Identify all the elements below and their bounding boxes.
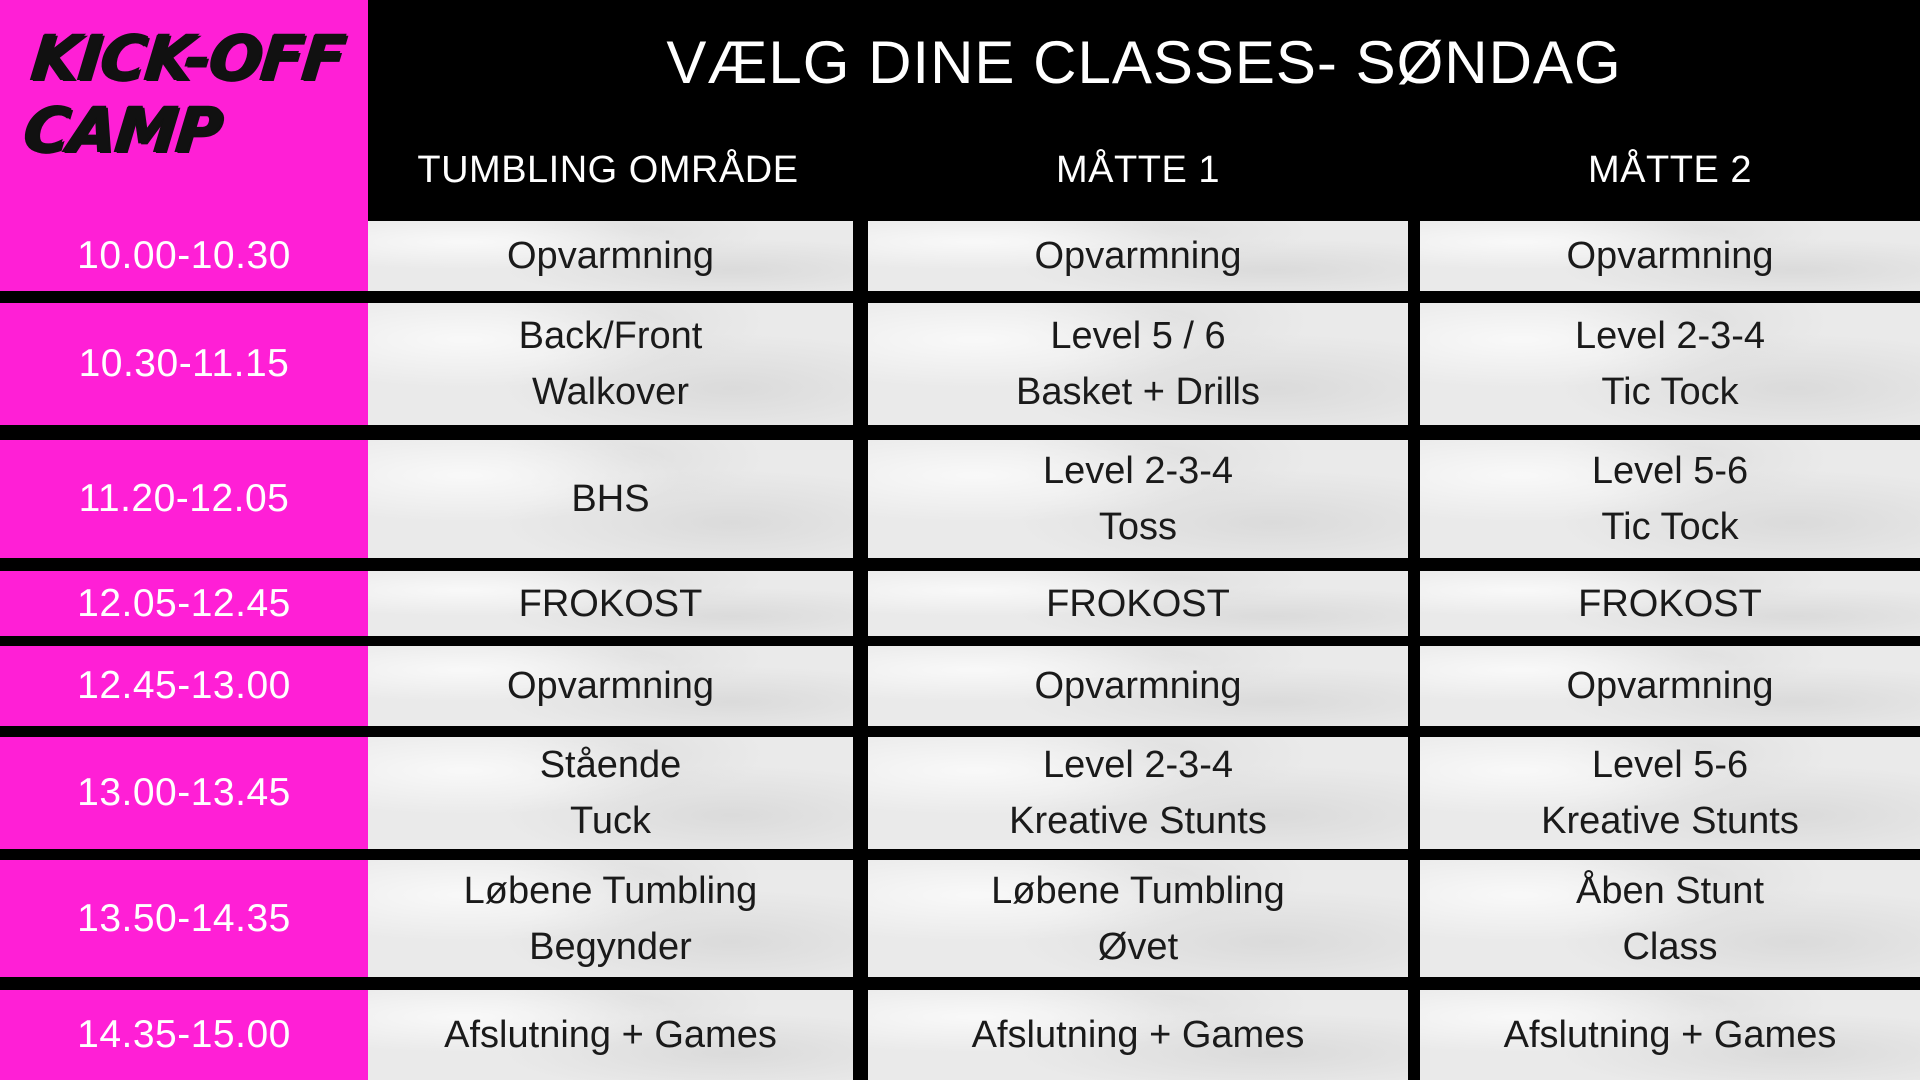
class-label: Åben Stunt	[1575, 869, 1765, 912]
class-label: Tuck	[570, 800, 651, 842]
class-label: Øvet	[1097, 925, 1179, 968]
time-slot: 12.45-13.00	[0, 646, 368, 726]
schedule-cell	[868, 303, 1408, 425]
class-label: FROKOST	[518, 582, 703, 625]
class-label: FROKOST	[1046, 582, 1230, 625]
class-label: Opvarmning	[1566, 235, 1774, 277]
class-label: Løbene Tumbling	[991, 869, 1285, 912]
class-label: Opvarmning	[507, 665, 714, 707]
schedule-cell	[868, 990, 1408, 1080]
column-header-matte-1: MÅTTE 1	[1056, 149, 1220, 191]
class-label: Kreative Stunts	[1541, 800, 1799, 842]
schedule-cell	[368, 303, 853, 425]
class-label: Level 2-3-4	[1042, 450, 1234, 492]
schedule-cell	[868, 737, 1408, 849]
class-label: Opvarmning	[1034, 665, 1242, 707]
column-header-matte-2: MÅTTE 2	[1588, 149, 1752, 191]
class-label: Begynder	[529, 925, 692, 968]
schedule-cell	[1420, 303, 1920, 425]
class-label: Basket + Drills	[1016, 371, 1260, 413]
page-title: VÆLG DINE CLASSES- SØNDAG	[666, 29, 1622, 96]
schedule-cell	[1420, 860, 1920, 977]
logo-block	[0, 0, 368, 221]
class-label: Toss	[1098, 506, 1178, 548]
schedule-cell	[368, 221, 853, 291]
class-label: Tic Tock	[1601, 506, 1739, 548]
time-slot: 11.20-12.05	[0, 440, 368, 558]
schedule-cell	[1420, 737, 1920, 849]
logo-text	[20, 22, 347, 166]
schedule-cell	[368, 990, 853, 1080]
class-label: Løbene Tumbling	[463, 869, 758, 912]
schedule-cell	[1420, 646, 1920, 726]
class-label: Stående	[539, 744, 682, 786]
schedule-cell	[368, 860, 853, 977]
time-slot: 14.35-15.00	[0, 990, 368, 1080]
class-label: FROKOST	[1578, 582, 1762, 625]
class-label: Afslutning + Games	[1503, 1014, 1837, 1056]
time-slot: 13.00-13.45	[0, 737, 368, 849]
logo-line-2: CAMP	[20, 93, 225, 166]
schedule-cell	[1420, 221, 1920, 291]
column-header-tumbling: TUMBLING OMRÅDE	[417, 149, 799, 191]
class-label: Opvarmning	[507, 235, 714, 277]
class-label: Level 5 / 6	[1050, 315, 1226, 357]
class-label: Level 5-6	[1591, 450, 1749, 492]
class-label: Opvarmning	[1566, 665, 1774, 707]
schedule-cell	[868, 440, 1408, 558]
schedule-cell	[868, 860, 1408, 977]
schedule-cell	[368, 571, 853, 636]
class-label: Walkover	[532, 371, 689, 413]
schedule-cell	[368, 646, 853, 726]
class-label: BHS	[571, 478, 650, 520]
class-label: Class	[1622, 925, 1718, 968]
time-slot: 10.30-11.15	[0, 303, 368, 425]
schedule-cell	[1420, 440, 1920, 558]
time-slot: 13.50-14.35	[0, 860, 368, 977]
time-slot: 12.05-12.45	[0, 571, 368, 636]
class-label: Tic Tock	[1601, 371, 1739, 413]
schedule-cell	[868, 646, 1408, 726]
schedule-cell	[368, 737, 853, 849]
schedule-cell	[368, 440, 853, 558]
schedule-cell	[868, 221, 1408, 291]
class-label: Opvarmning	[1034, 235, 1242, 277]
class-label: Kreative Stunts	[1009, 800, 1267, 842]
class-label: Level 5-6	[1591, 744, 1749, 786]
class-label: Afslutning + Games	[971, 1014, 1305, 1056]
schedule-cell	[1420, 990, 1920, 1080]
class-label: Level 2-3-4	[1042, 744, 1234, 786]
logo-line-1: KICK-OFF	[28, 21, 348, 94]
class-label: Back/Front	[518, 315, 703, 357]
schedule-cell	[868, 571, 1408, 636]
class-label: Level 2-3-4	[1574, 315, 1766, 357]
time-slot: 10.00-10.30	[0, 221, 368, 291]
schedule-cell	[1420, 571, 1920, 636]
class-label: Afslutning + Games	[444, 1014, 777, 1056]
